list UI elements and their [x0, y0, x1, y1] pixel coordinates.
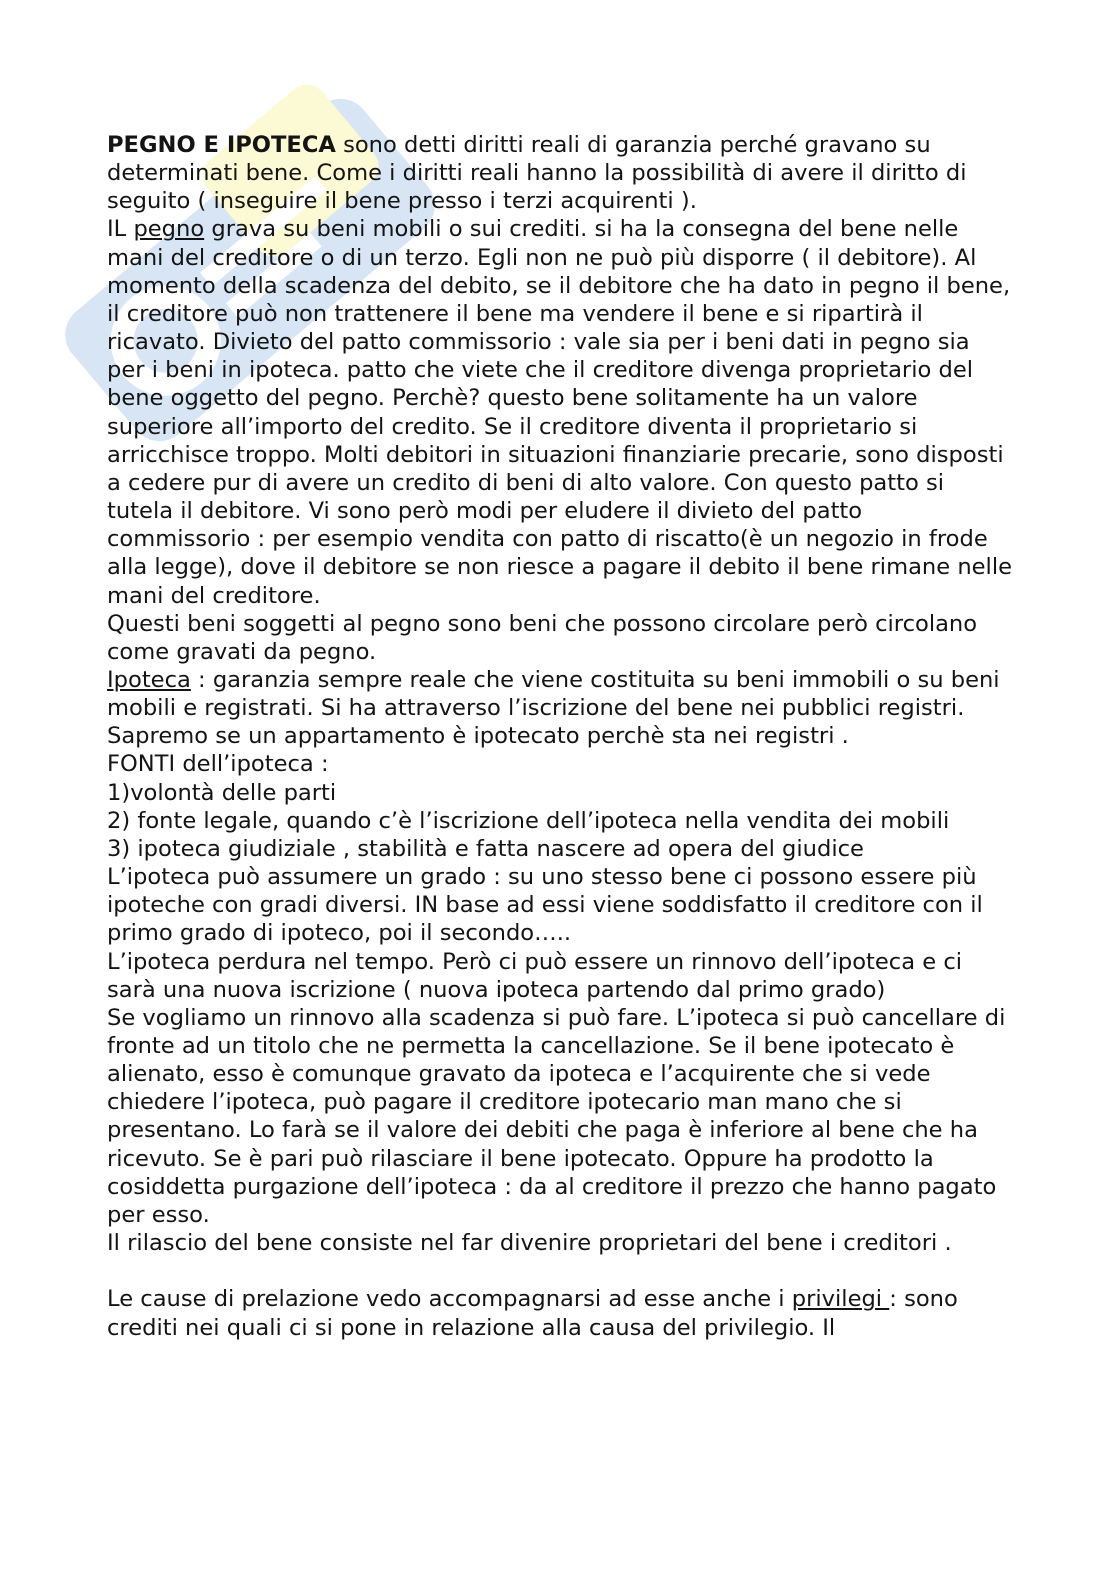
paragraph-fonti: FONTI dell’ipoteca :	[107, 751, 329, 778]
list-item-1: 1)volontà delle parti	[107, 779, 337, 806]
paragraph-rinnovo: L’ipoteca perdura nel tempo. Però ci può essere un rinnovo dell’ipoteca e ci sarà una nuova iscrizione ( nuova ipoteca partendo dal primo grado)	[107, 948, 963, 1003]
paragraph-pegno	[107, 216, 1012, 608]
paragraph-grado: L’ipoteca può assumere un grado : su uno stesso bene ci possono essere più ipoteche con gradi diversi. IN base ad essi viene soddisfatto il creditore con il primo grado di ipoteco, poi il secondo…..	[107, 864, 983, 947]
document-body	[107, 131, 1012, 1342]
term-privilegi: privilegi	[791, 1286, 890, 1313]
paragraph-pegno-ipoteca	[107, 132, 967, 214]
paragraph-rilascio: Il rilascio del bene consiste nel far divenire proprietari del bene i creditori .	[107, 1230, 952, 1257]
paragraph-privilegi	[107, 1286, 958, 1340]
paragraph-cancellazione: Se vogliamo un rinnovo alla scadenza si può fare. L’ipoteca si può cancellare di fronte ad un titolo che ne permetta la cancellazione. Se il bene ipotecato è alienato, esso è comunque gravato da ipoteca e l’acquirente che si vede chiedere l’ipoteca, può pagare il creditore ipotecario man mano che si presentano. Lo farà se il valore dei debiti che paga è inferiore al bene che ha ricevuto. Se è pari può rilasciare il bene ipotecato. Oppure ha prodotto la cosiddetta purgazione dell’ipoteca : da al creditore il prezzo che hanno pagato per esso.	[107, 1004, 1006, 1228]
term-pegno: pegno	[133, 216, 205, 243]
paragraph-text: sono detti diritti reali di garanzia perché gravano su determinati bene. Come i diritti reali hanno la possibilità di avere il diritto di seguito ( inseguire il bene presso i terzi acquirenti ).	[107, 132, 967, 215]
list-item-3: 3) ipoteca giudiziale , stabilità e fatta nascere ad opera del giudice	[107, 835, 864, 862]
paragraph-text: : sono crediti nei quali ci si pone in relazione alla causa del privilegio. Il	[107, 1286, 958, 1341]
paragraph-text: : garanzia sempre reale che viene costituita su beni immobili o su beni mobili e registrati. Si ha attraverso l’iscrizione del bene nei pubblici registri. Sapremo se un appartamento è ipotecato perchè sta nei registri .	[107, 666, 1000, 750]
paragraph-text: grava su beni mobili o sui crediti. si ha la consegna del bene nelle mani del creditore o di un terzo. Egli non ne può più disporre ( il debitore). Al momento della scadenza del debito, se il debitore che ha dato in pegno il bene, il creditore può non trattenere il bene ma vendere il bene e si ripartirà il ricavato. Divieto del patto commissorio : vale sia per i beni dati in pegno sia per i beni in ipoteca. patto che viete che il creditore divenga proprietario del bene oggetto del pegno. Perchè? questo bene solitamente ha un valore superiore all’importo del credito. Se il creditore diventa il proprietario si arricchisce troppo. Molti debitori in situazioni finanziarie precarie, sono disposti a cedere pur di avere un credito di beni di alto valore. Con questo patto si tutela il debitore. Vi sono però modi per eludere il divieto del patto commissorio : per esempio vendita con patto di riscatto(è un negozio in frode alla legge), dove il debitore se non riesce a pagare il debito il bene rimane nelle mani del creditore.	[107, 216, 1012, 609]
term-ipoteca: Ipoteca	[107, 666, 191, 693]
list-item-2: 2) fonte legale, quando c’è l’iscrizione dell’ipoteca nella vendita dei mobili	[107, 807, 950, 834]
paragraph-beni-soggetti: Questi beni soggetti al pegno sono beni che possono circolare però circolano come gravati da pegno.	[107, 610, 978, 665]
paragraph-ipoteca	[107, 667, 1000, 749]
paragraph-text: Le cause di prelazione vedo accompagnarsi ad esse anche i	[107, 1286, 792, 1313]
document-title: PEGNO E IPOTECA	[107, 132, 336, 158]
paragraph-text: IL	[107, 216, 134, 243]
